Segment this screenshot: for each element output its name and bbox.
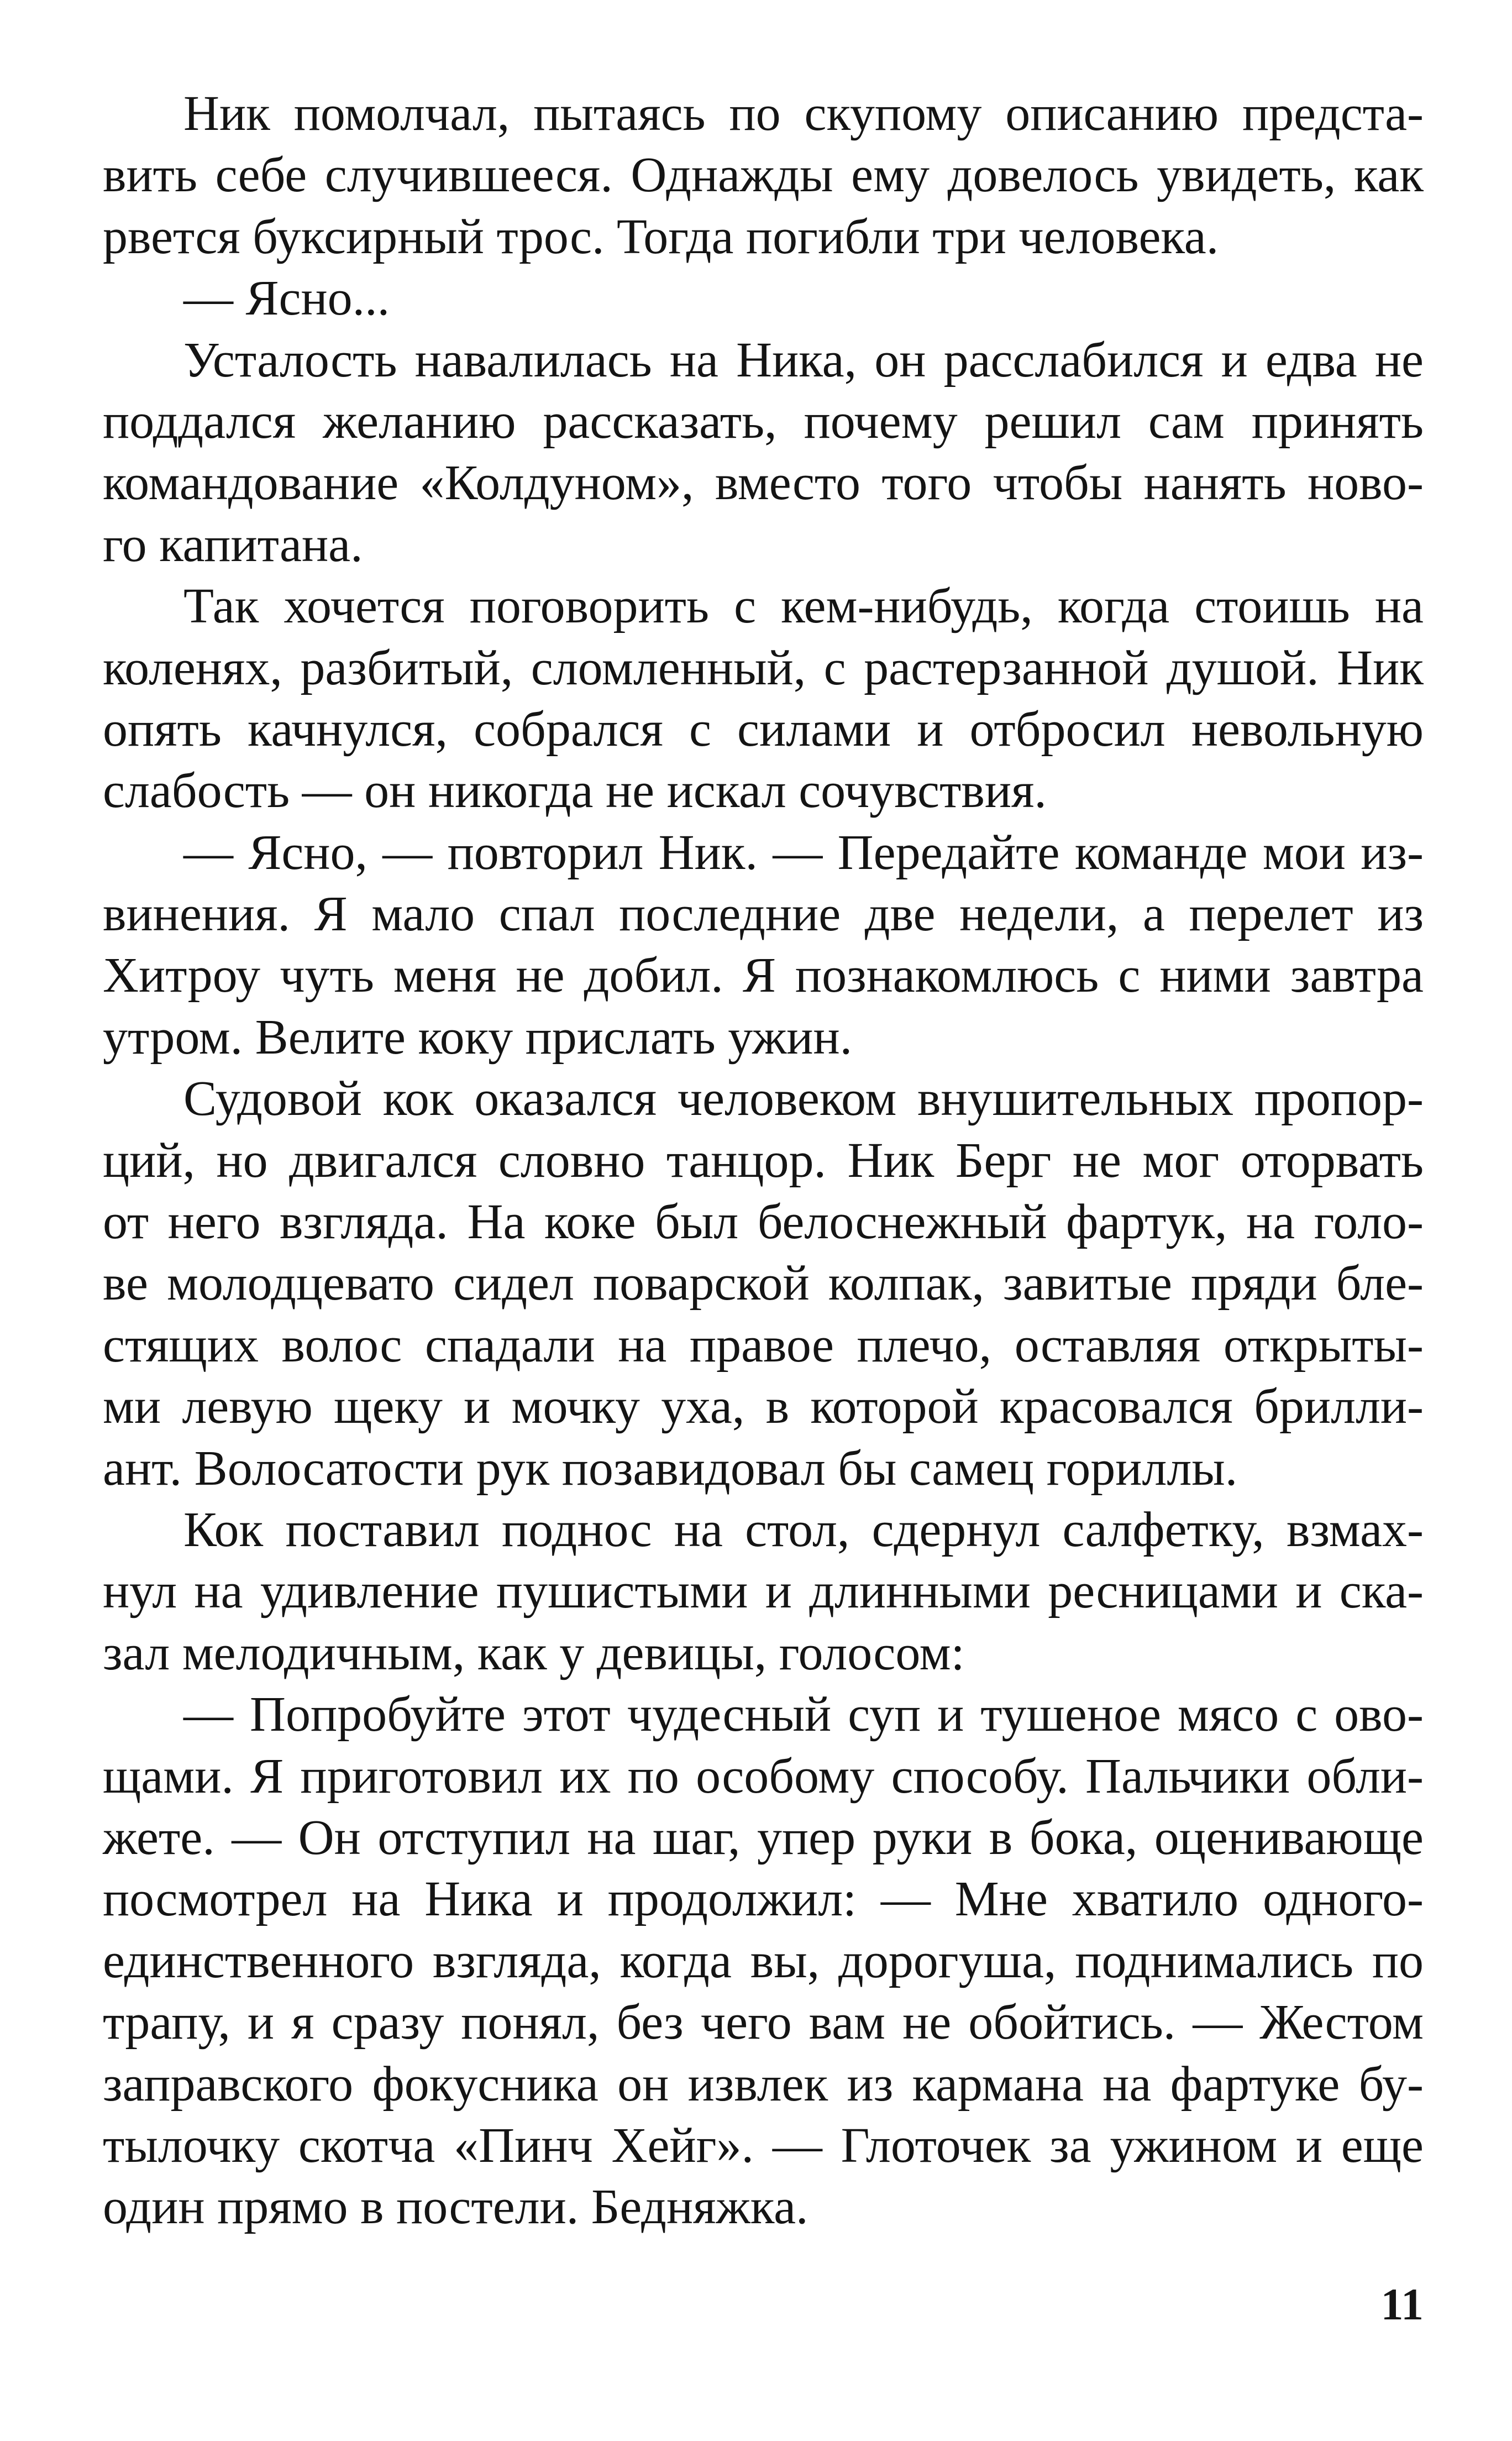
text-line-4: — Ясно... <box>183 271 390 326</box>
text-line-10: коленях, разбитый, сломленный, с растерзанной душой. Ник <box>103 640 1424 695</box>
text-line-5: Усталость навалилась на Ника, он расслабился и едва не <box>183 332 1424 387</box>
text-line-16: утром. Велите коку прислать ужин. <box>103 1009 853 1065</box>
text-line-22: ми левую щеку и мочку уха, в которой красовался брилли- <box>103 1379 1424 1434</box>
text-line-9: Так хочется поговорить с кем-нибудь, когда стоишь на <box>183 579 1424 634</box>
text-line-21: стящих волос спадали на правое плечо, оставляя открыты- <box>103 1317 1424 1373</box>
text-line-11: опять качнулся, собрался с силами и отбросил невольную <box>103 701 1424 757</box>
page-number: 11 <box>1380 2279 1424 2329</box>
text-line-29: жете. — Он отступил на шаг, упер руки в бока, оценивающе <box>103 1810 1424 1865</box>
text-line-33: заправского фокусника он извлек из кармана на фартуке бу- <box>103 2056 1424 2112</box>
text-line-24: Кок поставил поднос на стол, сдернул салфетку, взмах- <box>183 1502 1424 1557</box>
text-line-26: зал мелодичным, как у девицы, голосом: <box>103 1625 965 1680</box>
text-line-18: ций, но двигался словно танцор. Ник Берг не мог оторвать <box>103 1133 1424 1188</box>
text-line-3: рвется буксирный трос. Тогда погибли три человека. <box>103 209 1219 264</box>
text-line-27: — Попробуйте этот чудесный суп и тушеное мясо с ово- <box>183 1687 1424 1742</box>
text-line-6: поддался желанию рассказать, почему решил сам принять <box>103 394 1424 449</box>
text-line-17: Судовой кок оказался человеком внушительных пропор- <box>183 1071 1424 1127</box>
text-line-15: Хитроу чуть меня не добил. Я познакомлюсь с ними завтра <box>103 948 1424 1003</box>
text-line-7: командование «Колдуном», вместо того чтобы нанять ново- <box>103 455 1424 511</box>
text-line-14: винения. Я мало спал последние две недели, а перелет из <box>103 887 1424 942</box>
text-line-1: Ник помолчал, пытаясь по скупому описанию предста- <box>183 86 1424 141</box>
text-line-30: посмотрел на Ника и продолжил: — Мне хватило одного- <box>103 1872 1424 1927</box>
text-line-2: вить себе случившееся. Однажды ему довелось увидеть, как <box>103 148 1424 203</box>
text-line-25: нул на удивление пушистыми и длинными ресницами и ска- <box>103 1564 1424 1619</box>
text-line-31: единственного взгляда, когда вы, дорогуша, поднимались по <box>103 1933 1424 1988</box>
text-line-35: один прямо в постели. Бедняжка. <box>103 2180 809 2235</box>
text-line-19: от него взгляда. На коке был белоснежный фартук, на голо- <box>103 1195 1424 1250</box>
text-line-23: ант. Волосатости рук позавидовал бы самец гориллы. <box>103 1440 1238 1496</box>
text-line-8: го капитана. <box>103 517 363 572</box>
text-line-32: трапу, и я сразу понял, без чего вам не обойтись. — Жестом <box>103 1995 1424 2050</box>
text-line-12: слабость — он никогда не искал сочувствия. <box>103 763 1047 819</box>
text-line-28: щами. Я приготовил их по особому способу. Пальчики обли- <box>103 1748 1424 1804</box>
text-line-13: — Ясно, — повторил Ник. — Передайте команде мои из- <box>183 825 1424 880</box>
text-line-34: тылочку скотча «Пинч Хейг». — Глоточек за ужином и еще <box>103 2118 1424 2173</box>
text-line-20: ве молодцевато сидел поварской колпак, завитые пряди бле- <box>103 1256 1424 1311</box>
book-page-text <box>103 83 1424 2238</box>
